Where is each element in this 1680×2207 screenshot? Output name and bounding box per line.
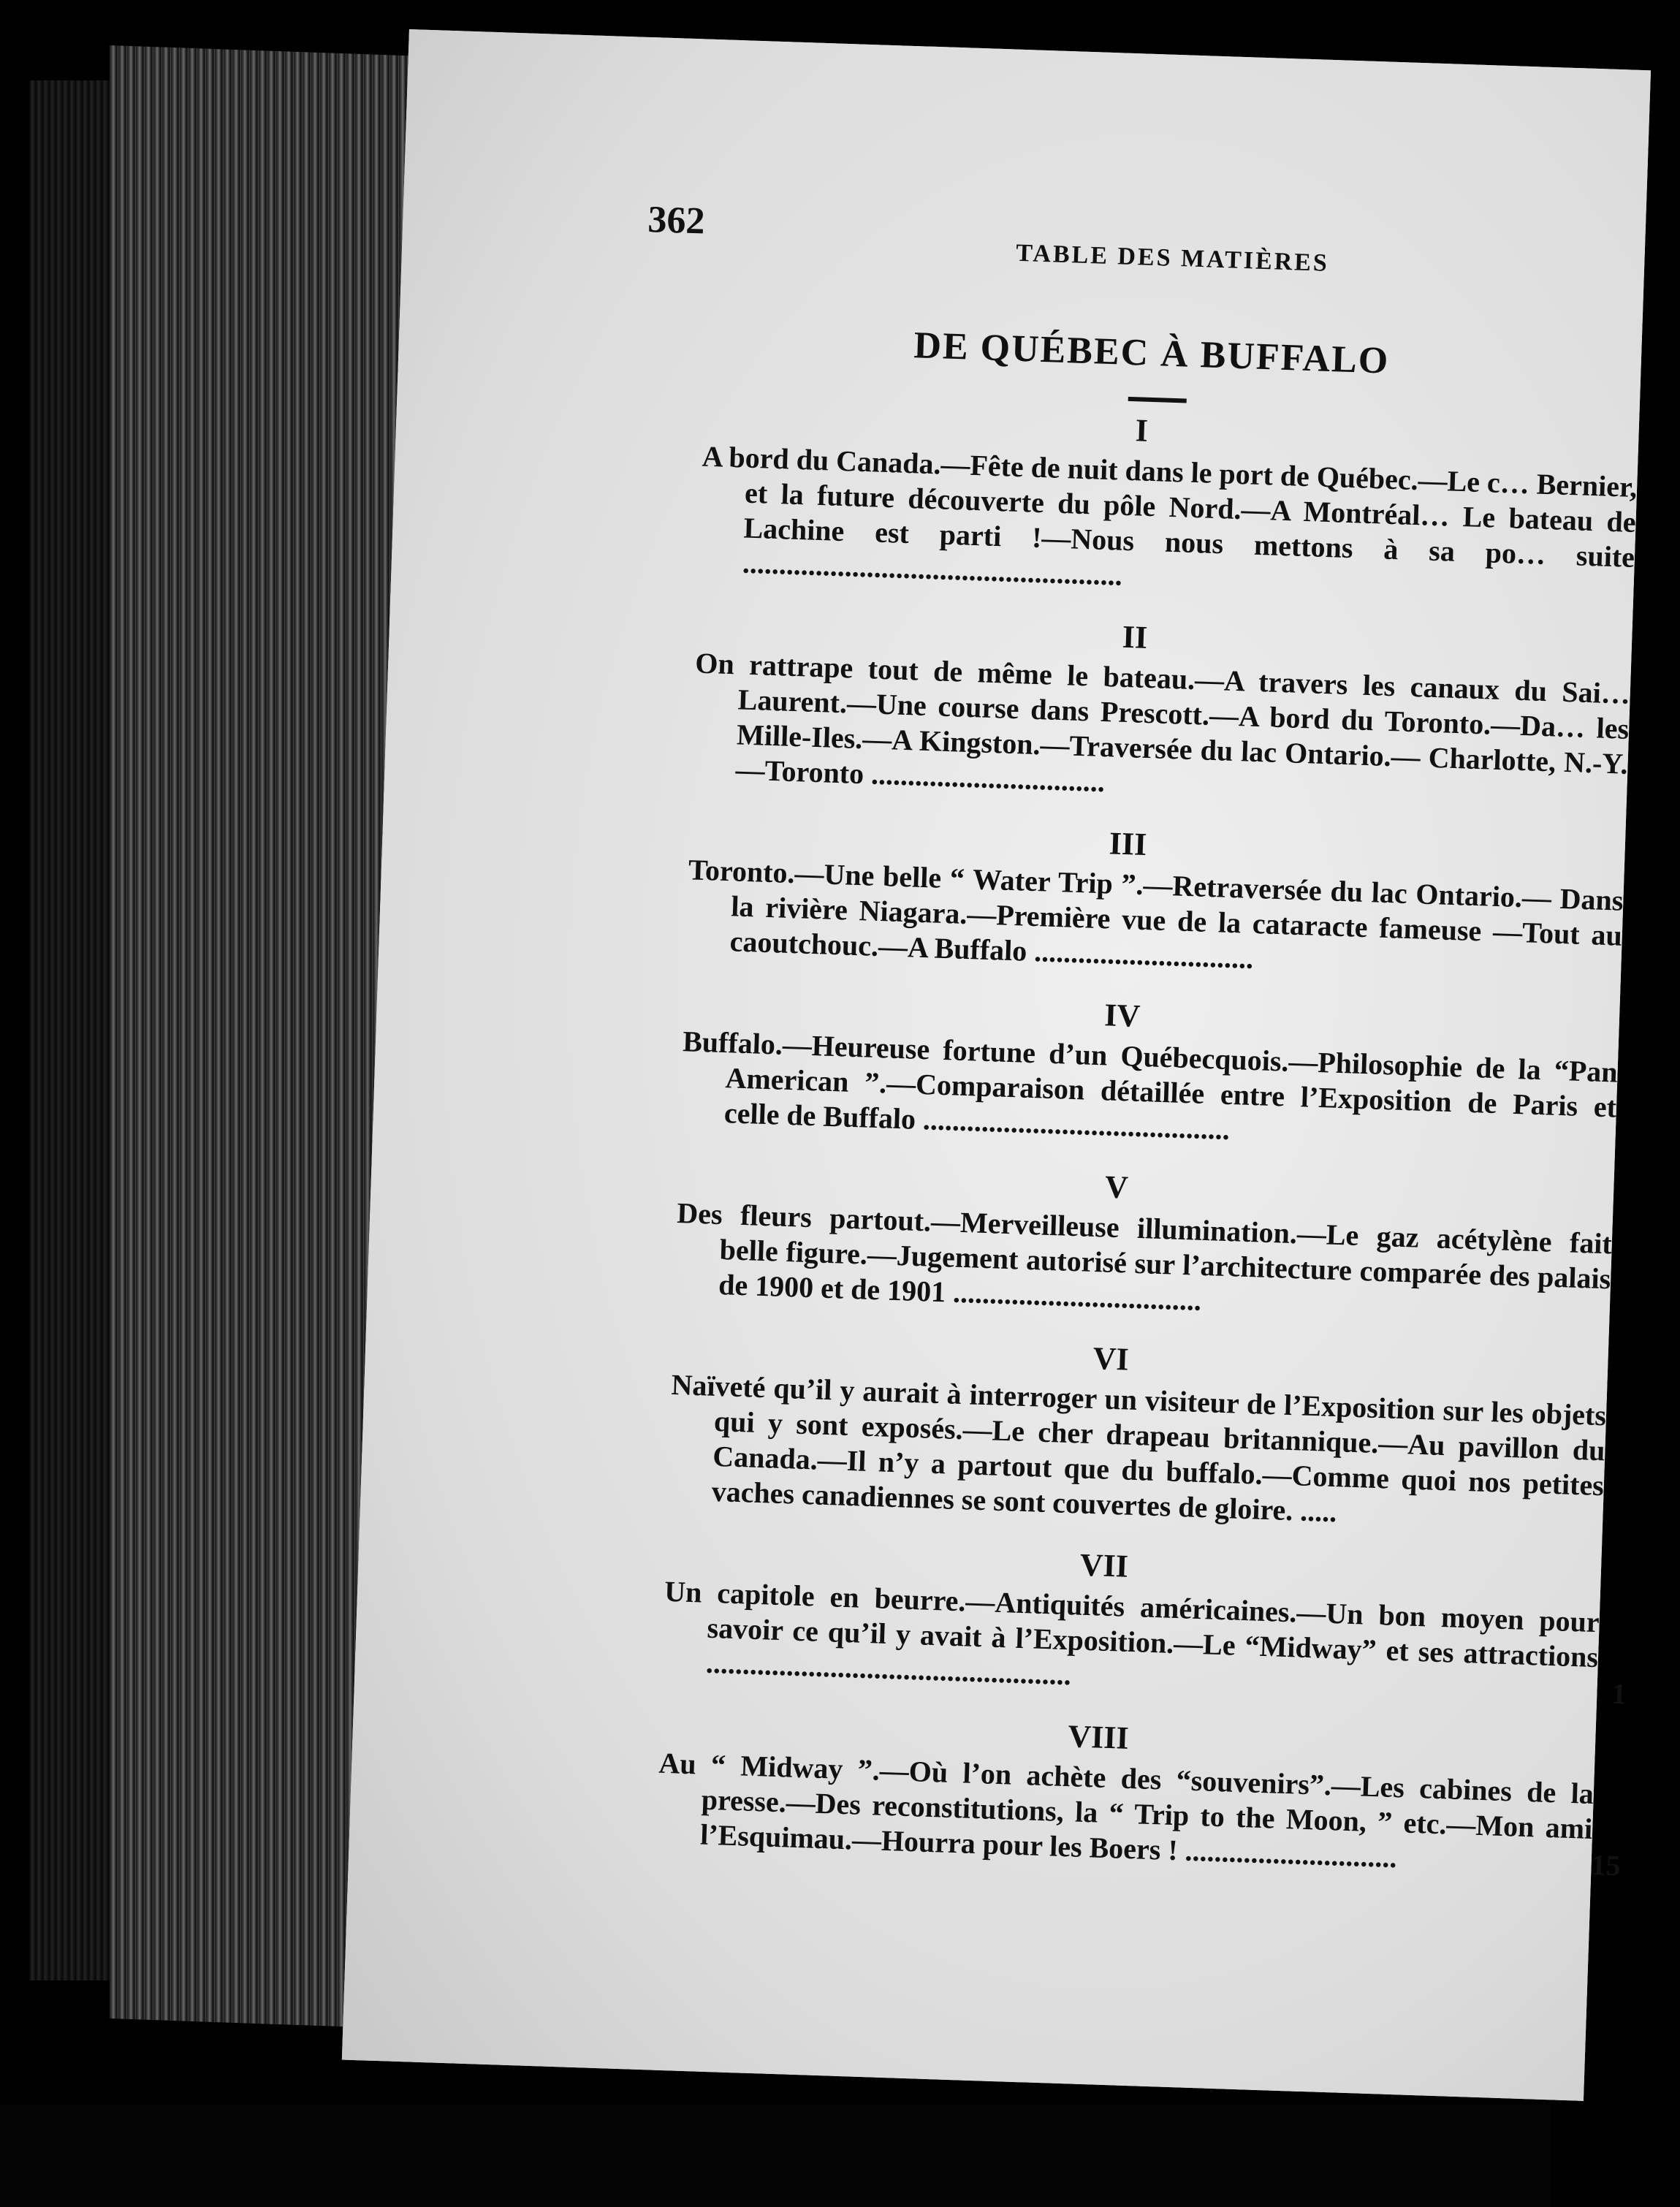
part-heading: DE QUÉBEC À BUFFALO (913, 324, 1391, 382)
chapter-page-ref: 1 (1611, 1676, 1627, 1711)
chapter-numeral: IV (1103, 997, 1141, 1034)
chapter-summary: Toronto.—Une belle “ Water Trip ”.—Retraversée du lac Ontario.— Dans la rivière Niagara.—Première vue de la cataracte fameuse —Tout au caoutchouc.—A Buffalo .............................. (688, 853, 1624, 975)
heading-rule (1128, 397, 1187, 403)
chapter-summary: Au “ Midway ”.—Où l’on achète des “souvenirs”.—Les cabines de la presse.—Des reconstitutions, la “ Trip to the Moon, ” etc.—Mon ami l’Esquimau.—Hourra pour les Boers ! ............................. (658, 1746, 1595, 1874)
chapter-summary: Un capitole en beurre.—Antiquités américaines.—Un bon moyen pour savoir ce qu’il y avait à l’Exposition.—Le “Midway” et ses attractions .................................................. (664, 1574, 1600, 1692)
chapter-summary: Des fleurs partout.—Merveilleuse illumination.—Le gaz acétylène fait belle figure.—Jugement autorisé sur l’architecture comparée des palais de 1900 et de 1901 .................................. (676, 1196, 1613, 1317)
chapter-numeral: V (1104, 1169, 1129, 1206)
running-title: TABLE DES MATIÈRES (1015, 239, 1330, 277)
chapter-numeral: VII (1079, 1546, 1129, 1584)
book-page (342, 29, 1651, 2101)
chapter-numeral: VI (1092, 1340, 1130, 1378)
chapter-numeral: VIII (1067, 1718, 1130, 1756)
chapter-summary: Buffalo.—Heureuse fortune d’un Québecquois.—Philosophie de la “Pan American ”.—Comparaison détaillée entre l’Exposition de Paris et celle de Buffalo .......................................... (682, 1025, 1619, 1147)
page-number: 362 (647, 198, 706, 243)
chapter-page-ref: 15 (1590, 1848, 1622, 1883)
running-head (402, 190, 1646, 289)
chapter-summary: Naïveté qu’il y aurait à interroger un visiteur de l’Exposition sur les objets qui y sont exposés.—Le cher drapeau britannique.—Au pavillon du Canada.—Il n’y a partout que du buffalo.—Comme quoi nos petites vaches canadiennes se sont couvertes de gloire. ..... (670, 1367, 1607, 1529)
chapter-summary: On rattrape tout de même le bateau.—A travers les canaux du Sai… Laurent.—Une course dans Prescott.—A bord du Toronto.—Da… les Mille-Iles.—A Kingston.—Traversée du lac Ontario.— Charlotte, N.-Y.—Toronto ................................ (694, 646, 1631, 799)
table-of-contents (349, 387, 1639, 1907)
chapter-summary: A bord du Canada.—Fête de nuit dans le port de Québec.—Le c… Bernier, et la future découverte du pôle Nord.—A Montréal… Le bateau de Lachine est parti !—Nous nous mettons à sa po… suite .................................................... (702, 439, 1638, 592)
book-cover-bottom (0, 2105, 1551, 2207)
chapter-numeral: I (1134, 412, 1149, 449)
chapter-numeral: III (1109, 825, 1148, 863)
chapter-numeral: II (1122, 618, 1148, 656)
